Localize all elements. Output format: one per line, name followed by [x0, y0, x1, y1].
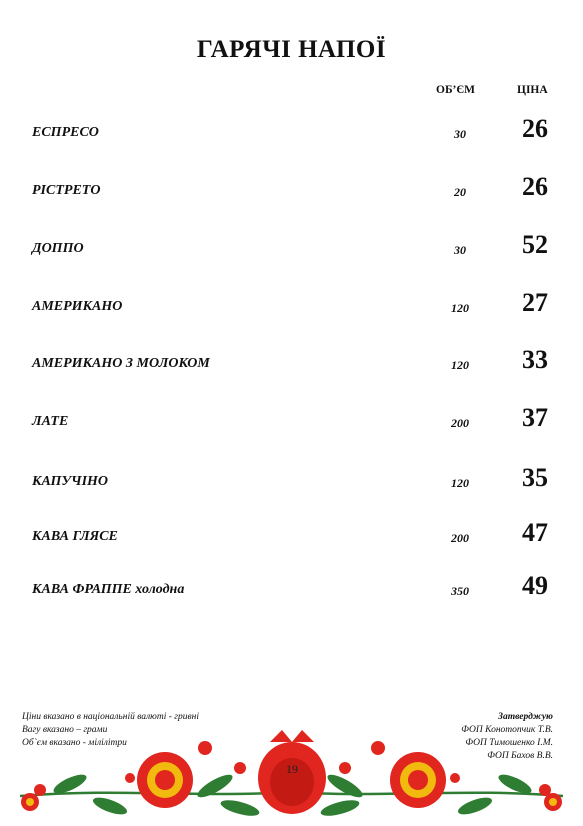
item-name: РІСТРЕТО [32, 183, 101, 198]
menu-item [0, 114, 583, 154]
approval-signer: ФОП Тимошенко І.М. [465, 738, 553, 748]
approval-signer: ФОП Бахов В.В. [487, 751, 553, 761]
page-title: ГАРЯЧІ НАПОЇ [196, 36, 387, 63]
item-volume: 120 [451, 358, 469, 372]
item-volume: 30 [454, 127, 466, 141]
menu-item [0, 230, 583, 270]
column-header-volume: ОБ’ЄМ [436, 84, 476, 96]
item-price: 26 [522, 114, 548, 143]
item-price: 47 [522, 518, 548, 547]
item-price: 33 [522, 345, 548, 374]
item-name: ЛАТЕ [32, 414, 69, 429]
item-volume: 120 [451, 476, 469, 490]
item-volume: 200 [451, 416, 469, 430]
item-price: 49 [522, 571, 548, 600]
item-price: 52 [522, 230, 548, 259]
menu-item [0, 571, 583, 611]
note-weight: Вагу вказано – грами [22, 725, 108, 735]
item-volume: 30 [454, 243, 466, 257]
menu-item [0, 518, 583, 558]
item-name: ЕСПРЕСО [32, 125, 99, 140]
note-volume: Об`єм вказано - мілілітри [22, 738, 127, 748]
menu-item [0, 288, 583, 328]
floral-ornament [0, 728, 583, 826]
item-volume: 120 [451, 301, 469, 315]
menu-item [0, 345, 583, 385]
item-name: АМЕРИКАНО З МОЛОКОМ [32, 356, 210, 371]
item-name: ДОППО [32, 241, 84, 256]
column-header-price: ЦІНА [517, 84, 548, 96]
item-price: 26 [522, 172, 548, 201]
item-name: КАВА ФРАППЕ холодна [32, 582, 185, 597]
item-price: 35 [522, 463, 548, 492]
menu-item [0, 403, 583, 443]
approval-signer: ФОП Конотопчик Т.В. [461, 725, 553, 735]
menu-item [0, 463, 583, 503]
approval-heading: Затверджую [498, 712, 553, 722]
item-name: АМЕРИКАНО [32, 299, 123, 314]
page-number: 19 [286, 762, 298, 776]
item-name: КАВА ГЛЯСЕ [32, 529, 118, 544]
item-price: 27 [522, 288, 548, 317]
item-volume: 350 [451, 584, 469, 598]
menu-item [0, 172, 583, 212]
note-currency: Ціни вказано в національній валюті - гривні [22, 712, 199, 722]
item-volume: 200 [451, 531, 469, 545]
item-name: КАПУЧІНО [32, 474, 109, 489]
item-price: 37 [522, 403, 548, 432]
item-volume: 20 [454, 185, 466, 199]
